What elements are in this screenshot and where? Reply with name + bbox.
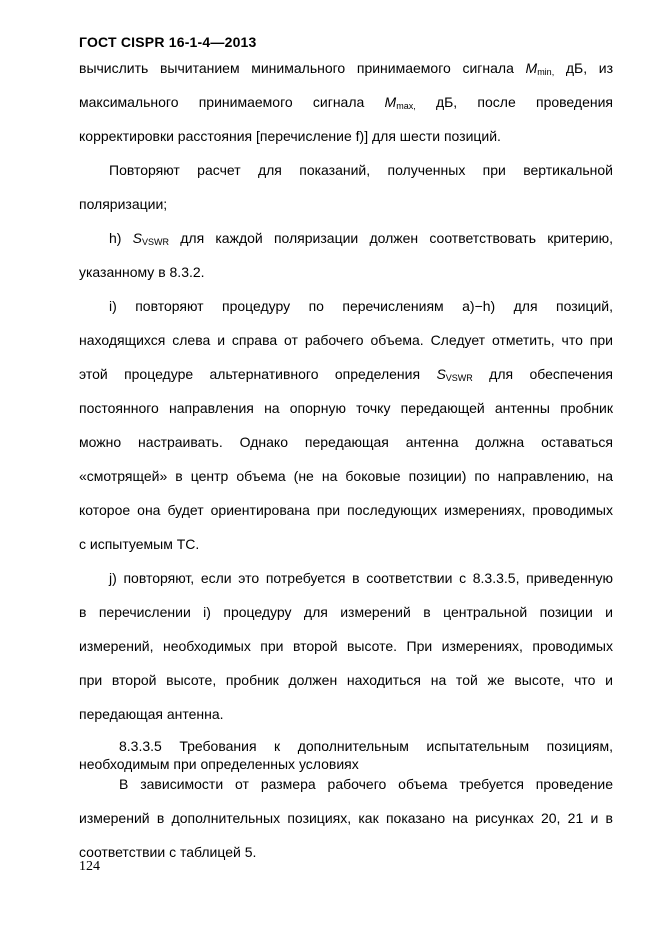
text-fragment: дБ, после проведения bbox=[415, 94, 613, 110]
text-fragment: h) bbox=[109, 230, 133, 246]
text-line: при второй высоте, пробник должен находиться на той же высоте, что и bbox=[79, 672, 613, 688]
variable-symbol: M bbox=[525, 60, 538, 76]
text-line: «смотрящей» в центр объема (не на боковые позиции) по направлению, на bbox=[79, 468, 613, 484]
variable-subscript: min, bbox=[537, 67, 555, 77]
text-line: измерений, необходимых при второй высоте. При измерениях, проводимых bbox=[79, 638, 613, 654]
variable-symbol: S bbox=[436, 366, 446, 382]
variable-s-vswr bbox=[133, 230, 169, 246]
text-fragment: вычислить вычитанием минимального принимаемого сигнала bbox=[79, 60, 526, 76]
text-line: передающая антенна. bbox=[79, 706, 224, 722]
text-line: корректировки расстояния [перечисление f)] для шести позиций. bbox=[79, 128, 501, 144]
text-line: с испытуемым ТС. bbox=[79, 536, 200, 552]
text-fragment: этой процедуре альтернативного определения bbox=[79, 366, 437, 382]
text-fragment: дБ, из bbox=[554, 60, 613, 76]
text-line: i) повторяют процедуру по перечислениям а)−h) для позиций, bbox=[109, 298, 613, 314]
text-line: j) повторяют, если это потребуется в соответствии с 8.3.3.5, приведенную bbox=[109, 570, 613, 586]
text-line: в перечислении i) процедуру для измерений в центральной позиции и bbox=[79, 604, 613, 620]
text-line bbox=[79, 91, 613, 125]
paragraph-continuation bbox=[79, 57, 613, 159]
variable-symbol: S bbox=[132, 230, 143, 246]
section-heading-8-3-3-5 bbox=[79, 737, 613, 777]
list-item-h bbox=[79, 227, 613, 295]
text-line: постоянного направления на опорную точку передающей антенны пробник bbox=[79, 400, 613, 416]
variable-subscript: max, bbox=[396, 101, 416, 111]
text-line: находящихся слева и справа от рабочего объема. Следует отметить, что при bbox=[79, 332, 613, 348]
text-line: поляризации; bbox=[79, 196, 168, 212]
list-item-j bbox=[79, 567, 613, 737]
text-line: Повторяют расчет для показаний, полученных при вертикальной bbox=[109, 162, 613, 178]
section-heading-line: 8.3.3.5 Требования к дополнительным испытательным позициям, bbox=[119, 738, 613, 754]
text-line: можно настраивать. Однако передающая антенна должна оставаться bbox=[79, 434, 613, 450]
text-line: соответствии с таблицей 5. bbox=[79, 844, 257, 860]
variable-s-vswr bbox=[436, 366, 472, 382]
text-line: указанному в 8.3.2. bbox=[79, 264, 205, 280]
list-item-i bbox=[79, 295, 613, 567]
text-line bbox=[79, 227, 613, 261]
text-line: измерений в дополнительных позициях, как показано на рисунках 20, 21 и в bbox=[79, 810, 613, 826]
variable-subscript: VSWR bbox=[142, 237, 170, 247]
text-fragment: максимального принимаемого сигнала bbox=[79, 94, 385, 110]
page-number: 124 bbox=[79, 859, 100, 874]
paragraph-additional-positions bbox=[79, 773, 613, 875]
text-line: В зависимости от размера рабочего объема требуется проведение bbox=[119, 776, 613, 792]
text-line bbox=[79, 363, 613, 397]
section-heading-line: необходимым при определенных условиях bbox=[79, 756, 359, 772]
text-line bbox=[79, 57, 613, 91]
variable-subscript: VSWR bbox=[445, 373, 473, 383]
text-line: которое она будет ориентирована при последующих измерениях, проводимых bbox=[79, 502, 613, 518]
paragraph-repeat-vertical bbox=[79, 159, 613, 227]
variable-m-max bbox=[385, 94, 416, 110]
document-body bbox=[79, 57, 613, 875]
document-header: ГОСТ CISPR 16-1-4—2013 bbox=[79, 34, 257, 50]
text-fragment: для каждой поляризации должен соответствовать критерию, bbox=[169, 230, 613, 246]
text-fragment: для обеспечения bbox=[472, 366, 613, 382]
variable-m-min bbox=[526, 60, 555, 76]
variable-symbol: M bbox=[384, 94, 397, 110]
